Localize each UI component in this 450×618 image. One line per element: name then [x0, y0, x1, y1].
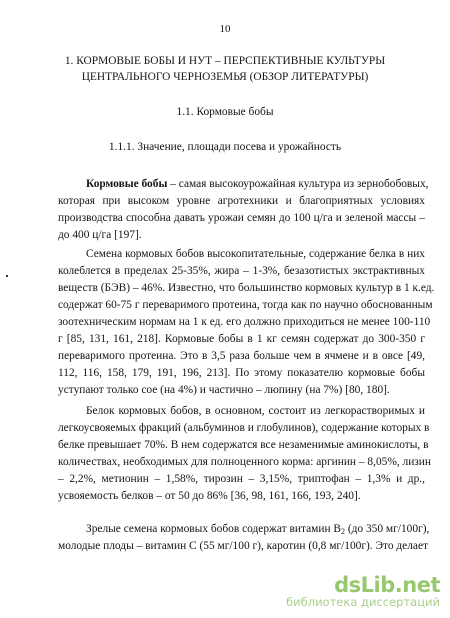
paragraph-3-line-1: Белок кормовых бобов, в основном, состоит из легкорастворимых и [86, 405, 425, 417]
term-kormovye-boby: Кормовые бобы [86, 178, 168, 190]
paragraph-4-line-1: Зрелые семена кормовых бобов содержат витамин $В_2$ (до 350 мг/100г), [86, 523, 430, 536]
paragraph-2-line-5: зоотехническим нормам на 1 к ед. его должно приходиться не менее 100-110 [58, 316, 431, 328]
paragraph-1-line-2: которая при высоком уровне агротехники и благоприятных условиях [58, 195, 425, 207]
watermark[interactable] [286, 574, 440, 609]
section-heading: 1.1. Кормовые бобы [176, 106, 274, 118]
paragraph-1-line-3: производства способна давать урожаи семян до 100 ц/га и зеленой массы – [58, 212, 425, 224]
paragraph-1-line-4: до 400 ц/га [197]. [58, 229, 142, 241]
paragraph-3-line-3: белке превышает 70%. В нем содержатся все незаменимые аминокислоты, в [58, 439, 429, 451]
paragraph-1-line-1: Кормовые бобы – самая высокоурожайная культура из зернобобовых, [86, 178, 429, 190]
scan-speck [6, 275, 8, 277]
paragraph-3-line-4: количествах, необходимых для полноценного корма: аргинин – 8,05%, лизин [58, 456, 431, 468]
chapter-heading-line-1: 1. КОРМОВЫЕ БОБЫ И НУТ – ПЕРСПЕКТИВНЫЕ КУЛЬТУРЫ [64, 55, 386, 67]
paragraph-2-line-9: уступают только сое (на 4%) и частично – люпину (на 7%) [80, 180]. [58, 384, 390, 396]
paragraph-2-line-2: колеблется в пределах 25-35%, жира – 1-3%, безазотистых экстрактивных [58, 265, 425, 277]
paragraph-2-line-1: Семена кормовых бобов высокопитательные, содержание белка в них [86, 248, 425, 260]
paragraph-4-line-2: молодые плоды – витамин С (55 мг/100 г), каротин (0,8 мг/100г). Это делает [58, 540, 429, 552]
subsection-heading: 1.1.1. Значение, площади посева и урожайность [108, 141, 342, 153]
paragraph-3-line-2: легкоусвояемых фракций (альбуминов и глобулинов), содержание которых в [58, 422, 430, 434]
chapter-heading-line-2: ЦЕНТРАЛЬНОГО ЧЕРНОЗЕМЬЯ (ОБЗОР ЛИТЕРАТУРЫ) [81, 71, 369, 83]
paragraph-2-line-8: 112, 116, 158, 179, 191, 196, 213]. По этому показателю кормовые бобы [58, 367, 425, 379]
watermark-logo[interactable]: dsLib.net [334, 573, 440, 597]
subscript-2: 2 [341, 527, 345, 536]
watermark-subtitle: библиотека диссертаций [286, 595, 440, 609]
paragraph-3-line-6: усвояемость белков – от 50 до 86% [36, 98, 161, 166, 193, 240]. [58, 490, 361, 502]
paragraph-2-line-7: переваримого протеина. Это в 3,5 раза больше чем в ячмене и в овсе [49, [58, 350, 425, 362]
paragraph-3-line-5: – 2,2%, метионин – 1,58%, тирозин – 3,15%, триптофан – 1,3% и др., [58, 473, 425, 485]
page-number: 10 [219, 23, 231, 35]
paragraph-2-line-4: содержат 60-75 г переваримого протеина, тогда как по научно обоснованным [58, 299, 433, 311]
paragraph-2-line-6: г [85, 131, 161, 218]. Кормовые бобы в 1 кг семян содержат до 300-350 г [58, 333, 425, 345]
paragraph-2-line-3: веществ (БЭВ) – 46%. Известно, что большинство кормовых культур в 1 к.ед. [58, 282, 435, 294]
